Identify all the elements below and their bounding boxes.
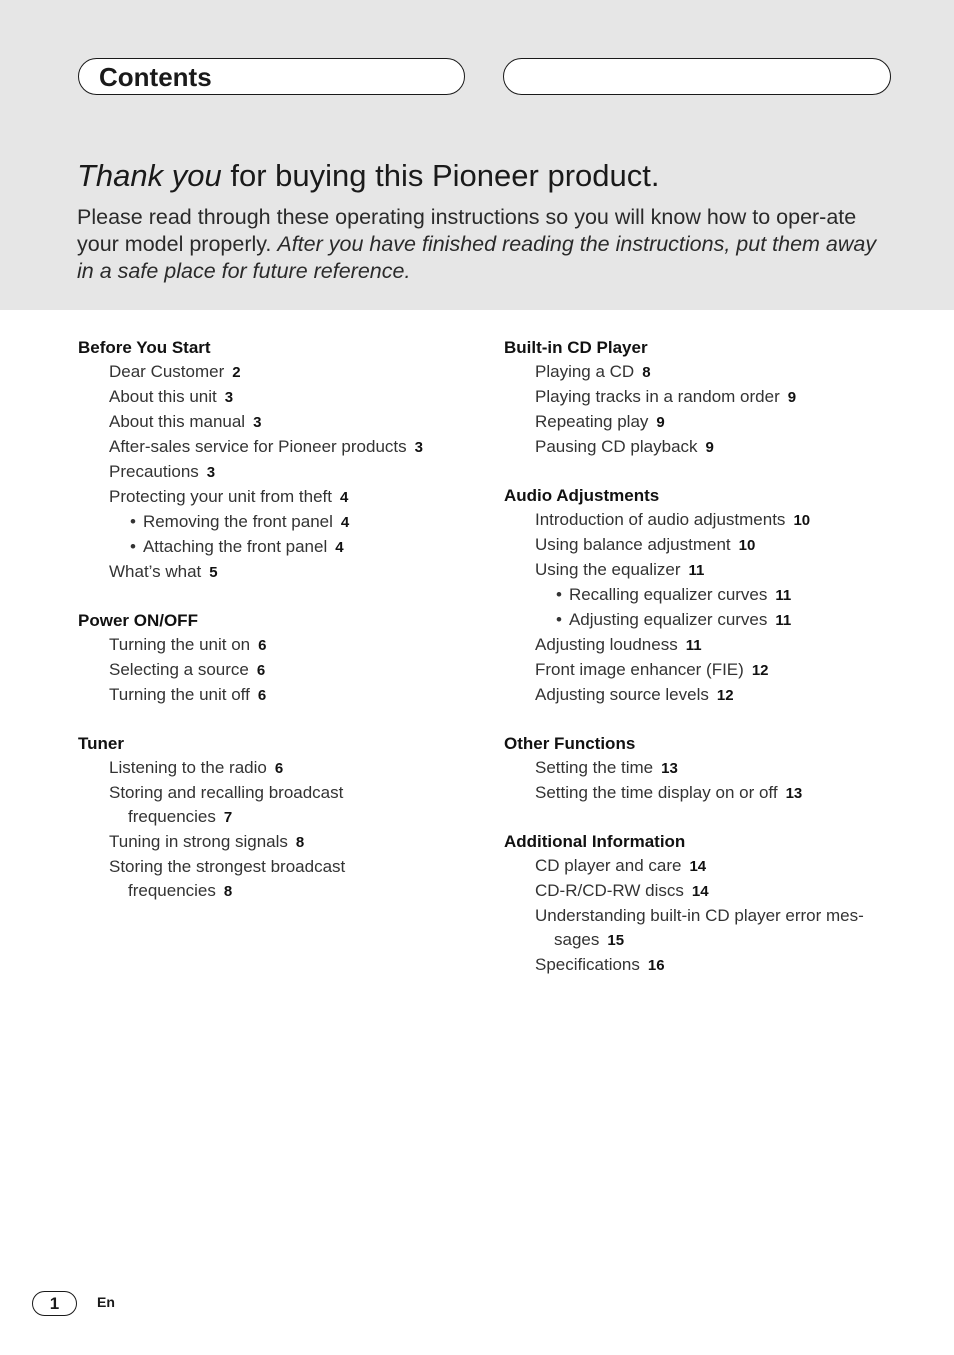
toc-entry-text: Storing the strongest broadcast <box>109 857 346 876</box>
toc-entry-text: Dear Customer <box>109 362 225 381</box>
headline-italic: Thank you <box>77 158 222 193</box>
toc-entry[interactable] <box>78 855 478 904</box>
toc-entry[interactable] <box>504 410 904 435</box>
toc-entry[interactable] <box>504 904 904 953</box>
toc-entry-text: Repeating play <box>535 412 649 431</box>
toc-page-number: 3 <box>206 464 216 481</box>
toc-section-title: Audio Adjustments <box>504 486 660 505</box>
toc-entry-text: About this manual <box>109 412 246 431</box>
bullet-icon: • <box>130 537 136 556</box>
toc-left-column <box>78 336 478 928</box>
toc-entry-text: Attaching the front panel <box>142 537 328 556</box>
toc-page-number: 13 <box>661 760 678 777</box>
toc-page-number: 11 <box>685 637 702 654</box>
toc-page-number: 4 <box>340 514 350 531</box>
blank-tab <box>503 58 891 95</box>
toc-page-number: 13 <box>785 785 803 802</box>
toc-entry[interactable] <box>504 854 904 879</box>
toc-entry[interactable] <box>78 756 478 781</box>
toc-page-number: 3 <box>224 389 234 406</box>
toc-section-title: Additional Information <box>504 832 686 851</box>
toc-entry-text: Protecting your unit from theft <box>109 487 332 506</box>
toc-section-title: Other Functions <box>504 734 636 753</box>
toc-section-title: Before You Start <box>78 338 211 357</box>
toc-entry-text: Adjusting source levels <box>535 685 709 704</box>
toc-entry[interactable] <box>78 658 478 683</box>
page-number-badge: 1 <box>32 1291 77 1316</box>
toc-entry-text: After-sales service for Pioneer products <box>109 437 407 456</box>
toc-entry-text: Tuning in strong signals <box>109 832 288 851</box>
toc-section <box>504 732 904 806</box>
toc-entry[interactable] <box>78 830 478 855</box>
toc-entry-text: CD player and care <box>535 856 682 875</box>
toc-entry-text: CD-R/CD-RW discs <box>535 881 684 900</box>
contents-tab <box>78 58 465 95</box>
toc-page-number: 11 <box>775 612 792 629</box>
toc-page-number: 12 <box>716 687 734 704</box>
toc-entry[interactable] <box>504 953 904 978</box>
toc-page-number: 8 <box>223 883 233 900</box>
toc-section <box>78 732 478 904</box>
toc-entry-text: Specifications <box>535 955 640 974</box>
toc-page-number: 9 <box>705 439 714 456</box>
toc-entry[interactable] <box>504 658 904 683</box>
toc-entry[interactable] <box>504 385 904 410</box>
toc-entry-continuation <box>109 805 478 830</box>
toc-page-number: 8 <box>295 834 305 851</box>
toc-page-number: 3 <box>414 439 423 456</box>
toc-page-number: 12 <box>751 662 769 679</box>
toc-page-number: 14 <box>691 883 709 900</box>
toc-entry[interactable] <box>78 360 478 385</box>
toc-page-number: 7 <box>223 809 233 826</box>
toc-page-number: 6 <box>256 662 266 679</box>
toc-page-number: 4 <box>335 539 344 556</box>
toc-entry[interactable] <box>504 508 904 533</box>
toc-entry[interactable] <box>78 410 478 435</box>
toc-entry-text: What’s what <box>109 562 202 581</box>
headline-rest: for buying this Pioneer product. <box>221 158 660 193</box>
toc-entry-text: Setting the time display on or off <box>535 783 778 802</box>
toc-section-title: Tuner <box>78 734 124 753</box>
toc-page-number: 6 <box>274 760 284 777</box>
toc-entry-text: Using the equalizer <box>535 560 681 579</box>
toc-section <box>504 830 904 978</box>
bullet-icon: • <box>556 610 562 629</box>
toc-entry-text: Selecting a source <box>109 660 249 679</box>
toc-entry-continuation <box>109 879 478 904</box>
toc-entry[interactable] <box>504 435 904 460</box>
page-headline <box>77 158 659 194</box>
toc-entry-continuation-text: sages <box>554 930 600 949</box>
intro-paragraph <box>77 204 897 285</box>
toc-entry-text: Pausing CD playback <box>535 437 698 456</box>
toc-entry[interactable] <box>504 533 904 558</box>
toc-entry[interactable] <box>78 435 478 460</box>
toc-entry[interactable] <box>78 683 478 708</box>
toc-entry-text: Recalling equalizer curves <box>568 585 768 604</box>
toc-entry[interactable] <box>504 756 904 781</box>
toc-entry-text: Storing and recalling broadcast <box>109 783 344 802</box>
intro-italic: After you have finished reading the instructions, put them away in a safe place for future reference. <box>77 232 877 283</box>
toc-entry-text: Setting the time <box>535 758 654 777</box>
toc-page-number: 6 <box>258 637 267 654</box>
toc-entry-text: Listening to the radio <box>109 758 267 777</box>
toc-page-number: 10 <box>793 512 811 529</box>
toc-entry[interactable] <box>504 781 904 806</box>
toc-page-number: 11 <box>775 587 792 604</box>
bullet-icon: • <box>556 585 562 604</box>
toc-entry[interactable] <box>78 781 478 830</box>
toc-page-number: 2 <box>232 364 241 381</box>
toc-entry-text: Using balance adjustment <box>535 535 731 554</box>
toc-page-number: 8 <box>642 364 651 381</box>
toc-entry-continuation-text: frequencies <box>128 881 216 900</box>
toc-entry[interactable] <box>504 558 904 583</box>
toc-entry-text: Introduction of audio adjustments <box>535 510 786 529</box>
toc-entry-text: Removing the front panel <box>142 512 333 531</box>
toc-page-number: 15 <box>607 932 625 949</box>
toc-page-number: 3 <box>253 414 262 431</box>
toc-page-number: 4 <box>340 489 349 506</box>
contents-title: Contents <box>99 62 212 92</box>
toc-entry[interactable] <box>504 583 904 608</box>
toc-entry-text: Precautions <box>109 462 199 481</box>
bullet-icon: • <box>130 512 136 531</box>
toc-entry-text: About this unit <box>109 387 217 406</box>
toc-entry-text: Adjusting equalizer curves <box>568 610 768 629</box>
toc-page-number: 10 <box>738 537 756 554</box>
toc-page-number: 9 <box>787 389 797 406</box>
toc-section <box>504 484 904 708</box>
toc-entry-continuation-text: frequencies <box>128 807 216 826</box>
toc-section-title: Built-in CD Player <box>504 338 648 357</box>
toc-page-number: 6 <box>257 687 267 704</box>
toc-section <box>78 609 478 708</box>
toc-page-number: 11 <box>688 562 705 579</box>
toc-entry-text: Understanding built-in CD player error mes- <box>535 906 864 925</box>
toc-entry[interactable] <box>78 460 478 485</box>
toc-section <box>504 336 904 460</box>
toc-entry-continuation <box>535 928 904 953</box>
toc-entry[interactable] <box>504 633 904 658</box>
toc-section-title: Power ON/OFF <box>78 611 198 630</box>
toc-entry[interactable] <box>504 683 904 708</box>
toc-page-number: 5 <box>209 564 218 581</box>
toc-page-number: 16 <box>647 957 665 974</box>
toc-right-column <box>504 336 904 1002</box>
toc-page-number: 9 <box>656 414 665 431</box>
toc-page-number: 14 <box>689 858 707 875</box>
toc-section <box>78 336 478 585</box>
toc-entry-text: Turning the unit off <box>109 685 250 704</box>
toc-entry[interactable] <box>78 510 478 535</box>
toc-entry[interactable] <box>78 560 478 585</box>
toc-entry[interactable] <box>504 608 904 633</box>
toc-entry-text: Turning the unit on <box>109 635 251 654</box>
language-code: En <box>97 1294 115 1310</box>
toc-entry[interactable] <box>78 633 478 658</box>
toc-entry-text: Playing a CD <box>535 362 635 381</box>
intro-plain: Please read through these operating instructions so you will know how to oper-ate your model properly. <box>77 205 857 256</box>
toc-entry[interactable] <box>78 385 478 410</box>
toc-entry[interactable] <box>504 360 904 385</box>
toc-entry-text: Front image enhancer (FIE) <box>535 660 744 679</box>
toc-entry-text: Adjusting loudness <box>535 635 678 654</box>
toc-entry[interactable] <box>78 535 478 560</box>
toc-entry[interactable] <box>78 485 478 510</box>
toc-entry-text: Playing tracks in a random order <box>535 387 780 406</box>
toc-entry[interactable] <box>504 879 904 904</box>
